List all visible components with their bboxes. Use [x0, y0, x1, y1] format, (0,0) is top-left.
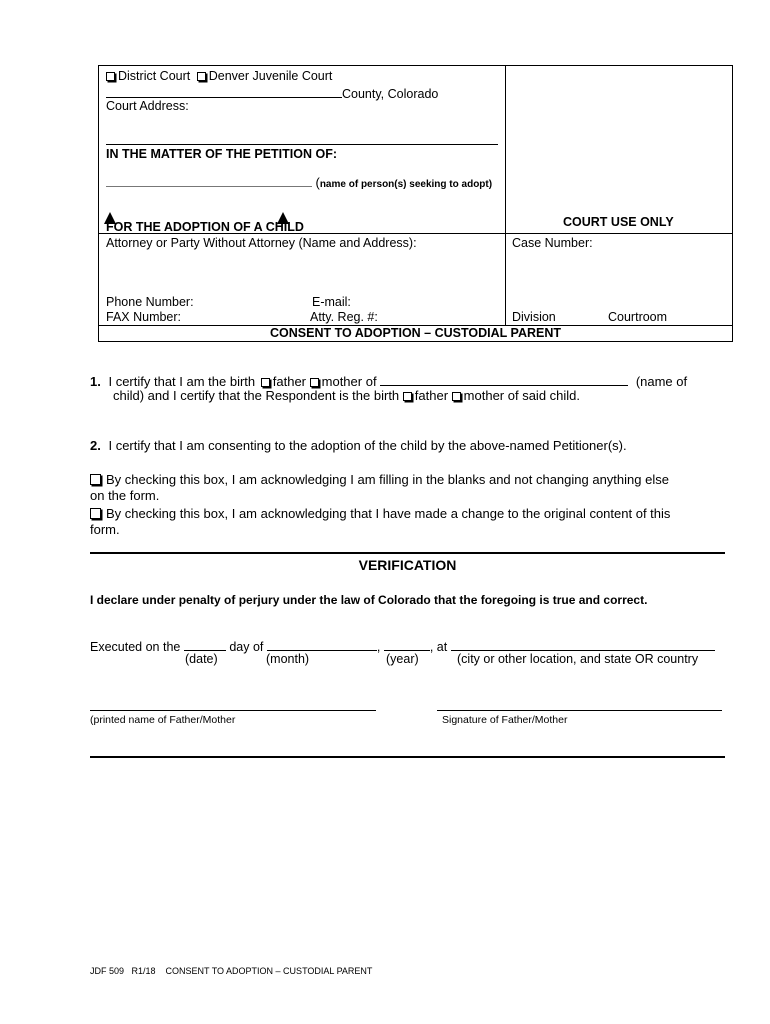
attorney-label: Attorney or Party Without Attorney (Name and Address):	[106, 236, 417, 250]
ack-1: By checking this box, I am acknowledging I am filling in the blanks and not changing anything else on the form.	[90, 472, 669, 503]
month-label: (month)	[266, 652, 310, 666]
district-court-checkbox[interactable]	[106, 72, 115, 81]
petitioner-line: (name of person(s) seeking to adopt)	[106, 174, 492, 190]
child-name-blank[interactable]	[380, 372, 628, 386]
form-title: CONSENT TO ADOPTION – CUSTODIAL PARENT	[270, 326, 561, 340]
phone-label: Phone Number:	[106, 295, 194, 309]
fax-label: FAX Number:	[106, 310, 182, 324]
date-label: (date)	[185, 652, 218, 666]
petitioner-hint: name of person(s) seeking to adopt)	[319, 179, 493, 190]
respondent-mother-checkbox[interactable]	[452, 392, 461, 401]
verification-top-rule	[90, 552, 725, 554]
court-options	[106, 69, 332, 83]
matter-heading: IN THE MATTER OF THE PETITION OF:	[106, 147, 338, 161]
ack-changed-checkbox[interactable]	[90, 508, 101, 519]
year-label: (year)	[386, 652, 419, 666]
location-label: (city or other location, and state OR country	[457, 652, 699, 666]
date-blank[interactable]	[184, 637, 226, 651]
printed-name-label: (printed name of Father/Mother	[90, 714, 236, 726]
email-label: E-mail:	[312, 295, 351, 309]
mother-checkbox[interactable]	[310, 378, 319, 387]
county-blank[interactable]	[106, 84, 342, 98]
signature-label: Signature of Father/Mother	[442, 714, 568, 726]
verification-heading: VERIFICATION	[358, 557, 457, 573]
respondent-father-checkbox[interactable]	[403, 392, 412, 401]
atty-reg-label: Atty. Reg. #:	[310, 310, 378, 324]
item-1-line-2: child) and I certify that the Respondent is the birth father mother of said child.	[113, 388, 581, 403]
father-checkbox[interactable]	[261, 378, 270, 387]
adoption-heading: FOR THE ADOPTION OF A CHILD	[106, 220, 304, 234]
signature-line[interactable]	[437, 710, 722, 711]
caption-divider	[505, 65, 506, 326]
year-blank[interactable]	[384, 637, 430, 651]
verification-bottom-rule	[90, 756, 725, 758]
ack-no-change-checkbox[interactable]	[90, 474, 101, 485]
courtroom-label: Courtroom	[608, 310, 668, 324]
executed-line: Executed on the day of , , at	[90, 637, 715, 654]
denver-juvenile-checkbox[interactable]	[197, 72, 206, 81]
month-blank[interactable]	[267, 637, 377, 651]
court-address-label: Court Address:	[106, 99, 189, 113]
court-use-only: COURT USE ONLY	[563, 215, 674, 229]
declaration: I declare under penalty of perjury under the law of Colorado that the foregoing is true and correct.	[90, 593, 648, 607]
printed-name-line[interactable]	[90, 710, 376, 711]
item-2: 2. I certify that I am consenting to the adoption of the child by the above-named Petitioner(s).	[90, 438, 627, 453]
denver-juvenile-label: Denver Juvenile Court	[208, 69, 333, 83]
petitioner-blank[interactable]	[106, 174, 312, 187]
court-address-line	[106, 144, 498, 145]
footer: JDF 509 R1/18 CONSENT TO ADOPTION – CUSTODIAL PARENT	[90, 966, 373, 976]
ack-2: By checking this box, I am acknowledging that I have made a change to the original content of this form.	[90, 506, 671, 537]
location-blank[interactable]	[451, 637, 715, 651]
case-number-label: Case Number:	[512, 236, 593, 250]
item-1: 1. I certify that I am the birth father mother of (name of	[90, 374, 688, 389]
county-label: County, Colorado	[342, 87, 439, 101]
division-label: Division	[512, 310, 556, 324]
district-court-label: District Court	[118, 69, 191, 83]
